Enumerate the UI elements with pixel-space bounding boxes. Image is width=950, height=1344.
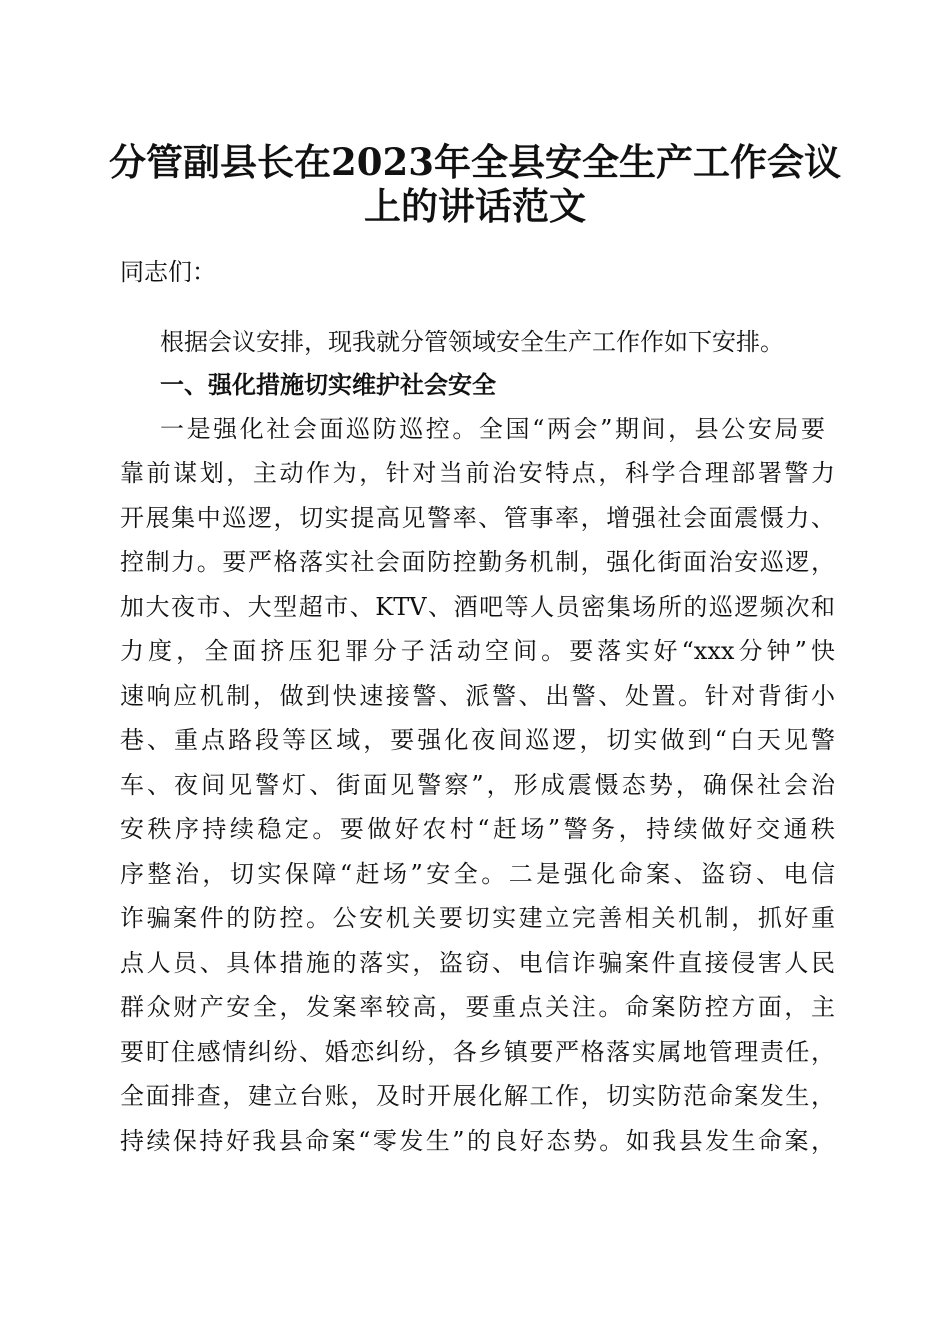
body-line: 速响应机制，做到快速接警、派警、出警、处置。针对背街小 xyxy=(120,682,835,710)
section-heading: 一、强化措施切实维护社会安全 xyxy=(160,371,496,399)
document-title-line-1: 分管副县长在2023年全县安全生产工作会议 xyxy=(109,140,841,184)
salutation: 同志们： xyxy=(120,258,216,286)
body-line: 全面排查，建立台账，及时开展化解工作，切实防范命案发生， xyxy=(120,1082,835,1110)
document-title-line-2: 上的讲话范文 xyxy=(364,184,586,228)
body-line: 点人员、具体措施的落实，盗窃、电信诈骗案件直接侵害人民 xyxy=(120,949,835,977)
body-line: 群众财产安全，发案率较高，要重点关注。命案防控方面，主 xyxy=(120,993,835,1021)
body-line: 一是强化社会面巡防巡控。全国“两会”期间，县公安局要 xyxy=(160,415,825,443)
body-line: 车、夜间见警灯、街面见警察”，形成震慑态势，确保社会治 xyxy=(120,771,835,799)
body-line: 靠前谋划，主动作为，针对当前治安特点，科学合理部署警力 xyxy=(120,459,835,487)
body-line: 加大夜市、大型超市、KTV、酒吧等人员密集场所的巡逻频次和 xyxy=(120,593,835,621)
body-line: 力度，全面挤压犯罪分子活动空间。要落实好“xxx分钟”快 xyxy=(120,637,835,665)
body-line: 巷、重点路段等区域，要强化夜间巡逻，切实做到“白天见警 xyxy=(120,726,835,754)
body-line: 开展集中巡逻，切实提高见警率、管事率，增强社会面震慑力、 xyxy=(120,504,835,532)
body-line: 序整治，切实保障“赶场”安全。二是强化命案、盗窃、电信 xyxy=(120,860,835,888)
body-line: 持续保持好我县命案“零发生”的良好态势。如我县发生命案， xyxy=(120,1127,835,1155)
body-line: 诈骗案件的防控。公安机关要切实建立完善相关机制，抓好重 xyxy=(120,904,835,932)
body-line: 控制力。要严格落实社会面防控勤务机制，强化街面治安巡逻， xyxy=(120,548,835,576)
intro-paragraph: 根据会议安排，现我就分管领域安全生产工作作如下安排。 xyxy=(160,328,784,356)
body-line: 要盯住感情纠纷、婚恋纠纷，各乡镇要严格落实属地管理责任， xyxy=(120,1038,835,1066)
body-line: 安秩序持续稳定。要做好农村“赶场”警务，持续做好交通秩 xyxy=(120,815,835,843)
